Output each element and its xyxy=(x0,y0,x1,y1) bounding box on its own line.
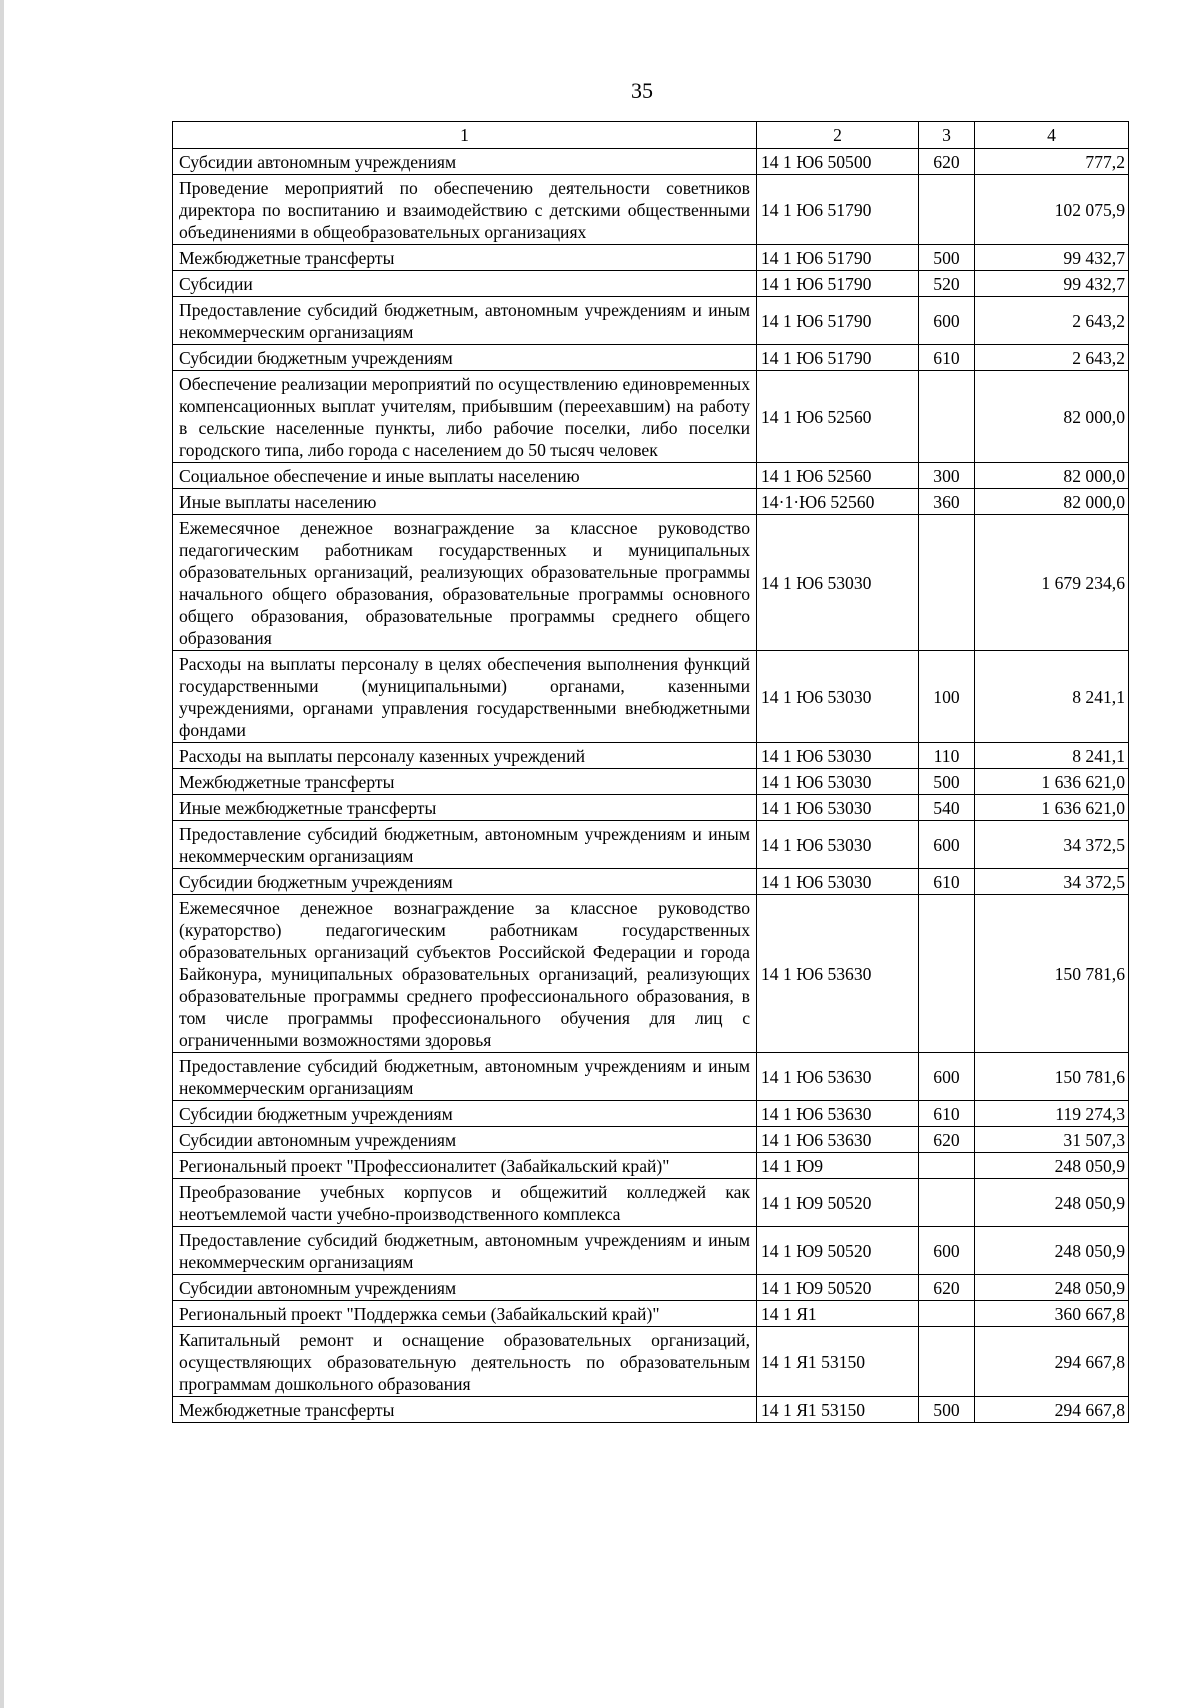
table-row xyxy=(173,463,1129,489)
expense-name-cell: Расходы на выплаты персоналу в целях обеспечения выполнения функций государственными (муниципальными) органами, казенными учреждениями, органами управления государственными внебюджетными фондами xyxy=(173,651,757,743)
table-row xyxy=(173,1327,1129,1397)
expense-name-cell: Капитальный ремонт и оснащение образовательных организаций, осуществляющих образовательную деятельность по образовательным программам дошкольного образования xyxy=(173,1327,757,1397)
amount-cell: 82 000,0 xyxy=(975,371,1129,463)
expense-type-cell xyxy=(919,371,975,463)
expense-type-cell: 620 xyxy=(919,149,975,175)
target-code-cell: 14 1 Ю6 53030 xyxy=(757,769,919,795)
expense-type-cell: 520 xyxy=(919,271,975,297)
amount-cell: 31 507,3 xyxy=(975,1127,1129,1153)
expense-name-cell: Региональный проект "Профессионалитет (Забайкальский край)" xyxy=(173,1153,757,1179)
expense-type-cell: 600 xyxy=(919,821,975,869)
budget-table xyxy=(172,121,1129,1423)
expense-name-cell: Субсидии бюджетным учреждениям xyxy=(173,345,757,371)
expense-type-cell xyxy=(919,1301,975,1327)
amount-cell: 102 075,9 xyxy=(975,175,1129,245)
target-code-cell: 14 1 Ю6 53630 xyxy=(757,1127,919,1153)
table-row xyxy=(173,489,1129,515)
expense-name-cell: Обеспечение реализации мероприятий по осуществлению единовременных компенсационных выплат учителям, прибывшим (переехавшим) на работу в сельские населенные пункты, либо рабочие поселки, либо поселки городского типа, либо города с населением до 50 тысяч человек xyxy=(173,371,757,463)
amount-cell: 2 643,2 xyxy=(975,297,1129,345)
amount-cell: 248 050,9 xyxy=(975,1179,1129,1227)
expense-type-cell: 600 xyxy=(919,1227,975,1275)
table-row xyxy=(173,1153,1129,1179)
expense-name-cell: Преобразование учебных корпусов и общежитий колледжей как неотъемлемой части учебно-производственного комплекса xyxy=(173,1179,757,1227)
column-header-3: 3 xyxy=(919,122,975,149)
amount-cell: 150 781,6 xyxy=(975,1053,1129,1101)
expense-type-cell: 610 xyxy=(919,1101,975,1127)
amount-cell: 248 050,9 xyxy=(975,1153,1129,1179)
amount-cell: 34 372,5 xyxy=(975,869,1129,895)
expense-type-cell: 600 xyxy=(919,1053,975,1101)
expense-name-cell: Субсидии автономным учреждениям xyxy=(173,1127,757,1153)
expense-type-cell: 500 xyxy=(919,245,975,271)
page-number: 35 xyxy=(631,78,653,103)
target-code-cell: 14·1·Ю6 52560 xyxy=(757,489,919,515)
expense-name-cell: Региональный проект "Поддержка семьи (Забайкальский край)" xyxy=(173,1301,757,1327)
expense-name-cell: Субсидии xyxy=(173,271,757,297)
table-row xyxy=(173,345,1129,371)
amount-cell: 294 667,8 xyxy=(975,1327,1129,1397)
target-code-cell: 14 1 Ю9 50520 xyxy=(757,1275,919,1301)
amount-cell: 360 667,8 xyxy=(975,1301,1129,1327)
target-code-cell: 14 1 Я1 53150 xyxy=(757,1327,919,1397)
target-code-cell: 14 1 Ю6 51790 xyxy=(757,175,919,245)
table-row xyxy=(173,175,1129,245)
target-code-cell: 14 1 Ю6 50500 xyxy=(757,149,919,175)
target-code-cell: 14 1 Ю6 53630 xyxy=(757,1101,919,1127)
amount-cell: 8 241,1 xyxy=(975,743,1129,769)
table-row xyxy=(173,869,1129,895)
amount-cell: 777,2 xyxy=(975,149,1129,175)
table-row xyxy=(173,821,1129,869)
column-header-4: 4 xyxy=(975,122,1129,149)
table-row xyxy=(173,1101,1129,1127)
target-code-cell: 14 1 Я1 53150 xyxy=(757,1397,919,1423)
table-row xyxy=(173,651,1129,743)
target-code-cell: 14 1 Ю9 xyxy=(757,1153,919,1179)
amount-cell: 2 643,2 xyxy=(975,345,1129,371)
expense-type-cell: 100 xyxy=(919,651,975,743)
expense-name-cell: Проведение мероприятий по обеспечению деятельности советников директора по воспитанию и взаимодействию с детскими общественными объединениями в общеобразовательных организациях xyxy=(173,175,757,245)
expense-type-cell: 600 xyxy=(919,297,975,345)
table-row xyxy=(173,271,1129,297)
target-code-cell: 14 1 Ю6 52560 xyxy=(757,463,919,489)
scan-edge xyxy=(0,0,4,1708)
expense-name-cell: Субсидии автономным учреждениям xyxy=(173,149,757,175)
amount-cell: 1 679 234,6 xyxy=(975,515,1129,651)
target-code-cell: 14 1 Ю6 51790 xyxy=(757,245,919,271)
target-code-cell: 14 1 Ю6 51790 xyxy=(757,345,919,371)
expense-type-cell xyxy=(919,515,975,651)
expense-type-cell xyxy=(919,1327,975,1397)
expense-name-cell: Иные межбюджетные трансферты xyxy=(173,795,757,821)
amount-cell: 99 432,7 xyxy=(975,271,1129,297)
target-code-cell: 14 1 Я1 xyxy=(757,1301,919,1327)
expense-type-cell: 500 xyxy=(919,769,975,795)
expense-type-cell: 610 xyxy=(919,345,975,371)
expense-name-cell: Субсидии бюджетным учреждениям xyxy=(173,1101,757,1127)
expense-type-cell: 620 xyxy=(919,1127,975,1153)
expense-name-cell: Межбюджетные трансферты xyxy=(173,245,757,271)
table-row xyxy=(173,895,1129,1053)
expense-name-cell: Ежемесячное денежное вознаграждение за классное руководство педагогическим работникам государственных и муниципальных образовательных организаций, реализующих образовательные программы начального общего образования, образовательные программы основного общего образования, образовательные программы среднего общего образования xyxy=(173,515,757,651)
expense-name-cell: Субсидии бюджетным учреждениям xyxy=(173,869,757,895)
target-code-cell: 14 1 Ю6 53630 xyxy=(757,1053,919,1101)
table-row xyxy=(173,1397,1129,1423)
table-row xyxy=(173,1127,1129,1153)
table-row xyxy=(173,1179,1129,1227)
target-code-cell: 14 1 Ю6 53030 xyxy=(757,651,919,743)
expense-name-cell: Предоставление субсидий бюджетным, автономным учреждениям и иным некоммерческим организациям xyxy=(173,821,757,869)
target-code-cell: 14 1 Ю6 51790 xyxy=(757,271,919,297)
target-code-cell: 14 1 Ю6 53630 xyxy=(757,895,919,1053)
expense-name-cell: Ежемесячное денежное вознаграждение за классное руководство (кураторство) педагогическим работникам государственных образовательных организаций субъектов Российской Федерации и города Байконура, муниципальных образовательных организаций, реализующих образовательные программы среднего профессионального образования, в том числе программы профессионального обучения для лиц с ограниченными возможностями здоровья xyxy=(173,895,757,1053)
amount-cell: 248 050,9 xyxy=(975,1275,1129,1301)
amount-cell: 99 432,7 xyxy=(975,245,1129,271)
target-code-cell: 14 1 Ю6 53030 xyxy=(757,869,919,895)
target-code-cell: 14 1 Ю9 50520 xyxy=(757,1179,919,1227)
expense-name-cell: Социальное обеспечение и иные выплаты населению xyxy=(173,463,757,489)
target-code-cell: 14 1 Ю6 52560 xyxy=(757,371,919,463)
expense-type-cell xyxy=(919,1153,975,1179)
table-row xyxy=(173,245,1129,271)
amount-cell: 294 667,8 xyxy=(975,1397,1129,1423)
expense-type-cell: 620 xyxy=(919,1275,975,1301)
expense-type-cell: 110 xyxy=(919,743,975,769)
target-code-cell: 14 1 Ю6 53030 xyxy=(757,743,919,769)
amount-cell: 82 000,0 xyxy=(975,463,1129,489)
expense-name-cell: Межбюджетные трансферты xyxy=(173,1397,757,1423)
amount-cell: 1 636 621,0 xyxy=(975,769,1129,795)
amount-cell: 8 241,1 xyxy=(975,651,1129,743)
expense-type-cell: 360 xyxy=(919,489,975,515)
table-row xyxy=(173,515,1129,651)
table-row xyxy=(173,371,1129,463)
table-row xyxy=(173,1053,1129,1101)
target-code-cell: 14 1 Ю6 53030 xyxy=(757,821,919,869)
target-code-cell: 14 1 Ю6 53030 xyxy=(757,795,919,821)
amount-cell: 82 000,0 xyxy=(975,489,1129,515)
table-header-row xyxy=(173,122,1129,149)
table-row xyxy=(173,743,1129,769)
expense-name-cell: Предоставление субсидий бюджетным, автономным учреждениям и иным некоммерческим организациям xyxy=(173,1053,757,1101)
target-code-cell: 14 1 Ю6 53030 xyxy=(757,515,919,651)
expense-type-cell: 300 xyxy=(919,463,975,489)
target-code-cell: 14 1 Ю6 51790 xyxy=(757,297,919,345)
expense-type-cell: 610 xyxy=(919,869,975,895)
amount-cell: 1 636 621,0 xyxy=(975,795,1129,821)
table-row xyxy=(173,297,1129,345)
amount-cell: 150 781,6 xyxy=(975,895,1129,1053)
expense-type-cell xyxy=(919,175,975,245)
table-row xyxy=(173,795,1129,821)
table-row xyxy=(173,1275,1129,1301)
expense-name-cell: Предоставление субсидий бюджетным, автономным учреждениям и иным некоммерческим организациям xyxy=(173,1227,757,1275)
table-row xyxy=(173,1301,1129,1327)
amount-cell: 34 372,5 xyxy=(975,821,1129,869)
expense-name-cell: Субсидии автономным учреждениям xyxy=(173,1275,757,1301)
expense-name-cell: Расходы на выплаты персоналу казенных учреждений xyxy=(173,743,757,769)
target-code-cell: 14 1 Ю9 50520 xyxy=(757,1227,919,1275)
table-row xyxy=(173,149,1129,175)
amount-cell: 119 274,3 xyxy=(975,1101,1129,1127)
column-header-1: 1 xyxy=(173,122,757,149)
table-body xyxy=(173,122,1129,1423)
expense-name-cell: Межбюджетные трансферты xyxy=(173,769,757,795)
expense-type-cell xyxy=(919,895,975,1053)
column-header-2: 2 xyxy=(757,122,919,149)
expense-name-cell: Иные выплаты населению xyxy=(173,489,757,515)
amount-cell: 248 050,9 xyxy=(975,1227,1129,1275)
expense-type-cell: 540 xyxy=(919,795,975,821)
expense-name-cell: Предоставление субсидий бюджетным, автономным учреждениям и иным некоммерческим организациям xyxy=(173,297,757,345)
expense-type-cell: 500 xyxy=(919,1397,975,1423)
table-row xyxy=(173,769,1129,795)
expense-type-cell xyxy=(919,1179,975,1227)
table-row xyxy=(173,1227,1129,1275)
